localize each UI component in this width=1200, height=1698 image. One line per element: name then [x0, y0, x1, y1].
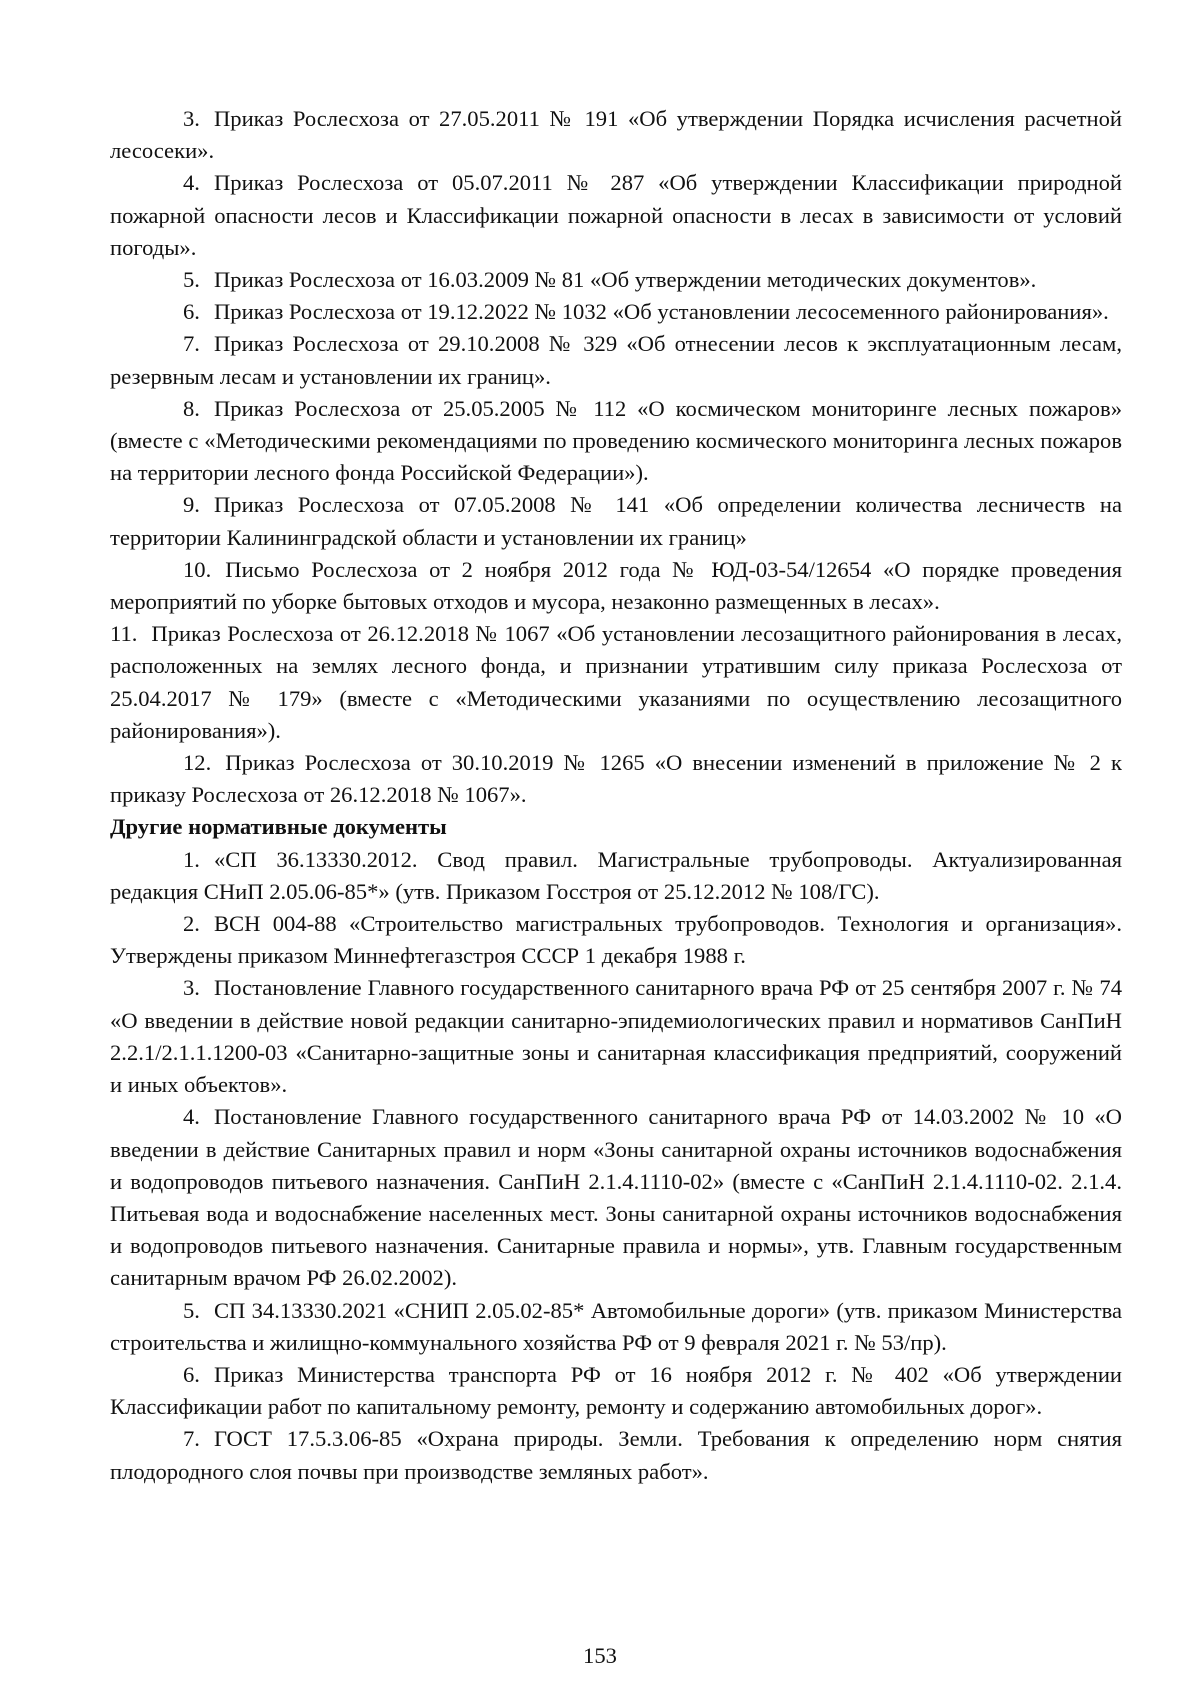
item-text: Приказ Рослесхоза от 27.05.2011 № 191 «Об утверждении Порядка исчисления расчетной лесосеки».: [110, 106, 1122, 164]
list-item: [110, 554, 1122, 618]
list-item: [110, 1359, 1122, 1423]
item-text: «СП 36.13330.2012. Свод правил. Магистральные трубопроводы. Актуализированная редакция СНиП 2.05.06-85*» (утв. Приказом Госстроя от 25.12.2012 № 108/ГС).: [110, 846, 1122, 904]
item-number: 6.: [183, 299, 200, 325]
item-number: 11.: [110, 621, 138, 647]
item-number: 5.: [183, 267, 200, 293]
item-text: ГОСТ 17.5.3.06-85 «Охрана природы. Земли. Требования к определению норм снятия плодородного слоя почвы при производстве земляных работ».: [110, 1426, 1122, 1484]
list-item: [110, 167, 1122, 264]
item-text: Постановление Главного государственного санитарного врача РФ от 14.03.2002 № 10 «О введении в действие Санитарных правил и норм «Зоны санитарной охраны источников водоснабжения и водопроводов питьевого назначения. СанПиН 2.1.4.1110-02» (вместе с «СанПиН 2.1.4.1110-02. 2.1.4. Питьевая вода и водоснабжение населенных мест. Зоны санитарной охраны источников водоснабжения и водопроводов питьевого назначения. Санитарные правила и нормы», утв. Главным государственным санитарным врачом РФ 26.02.2002).: [110, 1104, 1122, 1291]
item-text: Постановление Главного государственного санитарного врача РФ от 25 сентября 2007 г. № 74 «О введении в действие новой редакции санитарно-эпидемиологических правил и нормативов СанПиН 2.2.1/2.1.1.1200-03 «Санитарно-защитные зоны и санитарная классификация предприятий, сооружений и иных объектов».: [110, 975, 1122, 1098]
item-number: 6.: [183, 1361, 200, 1387]
item-number: 10.: [183, 556, 212, 582]
item-text: Приказ Рослесхоза от 16.03.2009 № 81 «Об утверждении методических документов».: [213, 267, 1037, 293]
list-item: [110, 296, 1122, 328]
list-item: [110, 264, 1122, 296]
item-text: Приказ Министерства транспорта РФ от 16 ноября 2012 г. № 402 «Об утверждении Классификации работ по капитальному ремонту, ремонту и содержанию автомобильных дорог».: [110, 1361, 1122, 1420]
list-item: [110, 972, 1122, 1101]
item-text: Приказ Рослесхоза от 30.10.2019 № 1265 «О внесении изменений в приложение № 2 к приказу Рослесхоза от 26.12.2018 № 1067».: [110, 750, 1122, 808]
list-item: [110, 1295, 1122, 1359]
section-heading: Другие нормативные документы: [110, 814, 447, 840]
item-text: Приказ Рослесхоза от 26.12.2018 № 1067 «Об установлении лесозащитного районирования в лесах, расположенных на землях лесного фонда, и признании утратившим силу приказа Рослесхоза от 25.04.2017 № 179» (вместе с «Методическими указаниями по осуществлению лесозащитного районирования»).: [110, 621, 1122, 743]
page-content: [110, 103, 1122, 1488]
list-item: [110, 1101, 1122, 1294]
item-number: 9.: [183, 492, 200, 518]
item-text: Приказ Рослесхоза от 19.12.2022 № 1032 «Об установлении лесосеменного районирования».: [213, 299, 1109, 325]
item-text: Приказ Рослесхоза от 05.07.2011 № 287 «Об утверждении Классификации природной пожарной опасности лесов и Классификации пожарной опасности в лесах в зависимости от условий погоды».: [110, 170, 1122, 260]
list-item: [110, 328, 1122, 392]
item-number: 5.: [183, 1297, 200, 1323]
list-item: [110, 747, 1122, 811]
list-item: [110, 103, 1122, 167]
item-number: 12.: [183, 750, 212, 776]
list-item: [110, 618, 1122, 747]
item-number: 1.: [183, 846, 200, 872]
list-item: [110, 908, 1122, 972]
item-number: 7.: [183, 1426, 200, 1452]
item-number: 4.: [183, 1104, 200, 1130]
item-number: 8.: [183, 395, 200, 421]
list-item: [110, 1423, 1122, 1487]
item-text: Письмо Рослесхоза от 2 ноября 2012 года № ЮД-03-54/12654 «О порядке проведения мероприятий по уборке бытовых отходов и мусора, незаконно размещенных в лесах».: [110, 556, 1122, 615]
page-number: 153: [583, 1643, 617, 1668]
item-text: Приказ Рослесхоза от 07.05.2008 № 141 «Об определении количества лесничеств на территории Калининградской области и установлении их границ»: [110, 492, 1122, 550]
list-item: [110, 844, 1122, 908]
item-text: Приказ Рослесхоза от 29.10.2008 № 329 «Об отнесении лесов к эксплуатационным лесам, резервным лесам и установлении их границ».: [110, 331, 1122, 389]
list-item: [110, 393, 1122, 490]
item-number: 3.: [183, 975, 200, 1001]
item-text: Приказ Рослесхоза от 25.05.2005 № 112 «О космическом мониторинге лесных пожаров» (вместе с «Методическими рекомендациями по проведению космического мониторинга лесных пожаров на территории лесного фонда Российской Федерации»).: [110, 395, 1122, 486]
item-number: 2.: [183, 911, 200, 937]
list-item: [110, 489, 1122, 553]
item-number: 3.: [183, 106, 200, 131]
item-text: СП 34.13330.2021 «СНИП 2.05.02-85* Автомобильные дороги» (утв. приказом Министерства строительства и жилищно-коммунального хозяйства РФ от 9 февраля 2021 г. № 53/пр).: [110, 1297, 1122, 1355]
item-number: 7.: [183, 331, 200, 357]
item-text: ВСН 004-88 «Строительство магистральных трубопроводов. Технология и организация». Утверждены приказом Миннефтегазстроя СССР 1 декабря 1988 г.: [110, 911, 1122, 969]
item-number: 4.: [183, 170, 200, 196]
